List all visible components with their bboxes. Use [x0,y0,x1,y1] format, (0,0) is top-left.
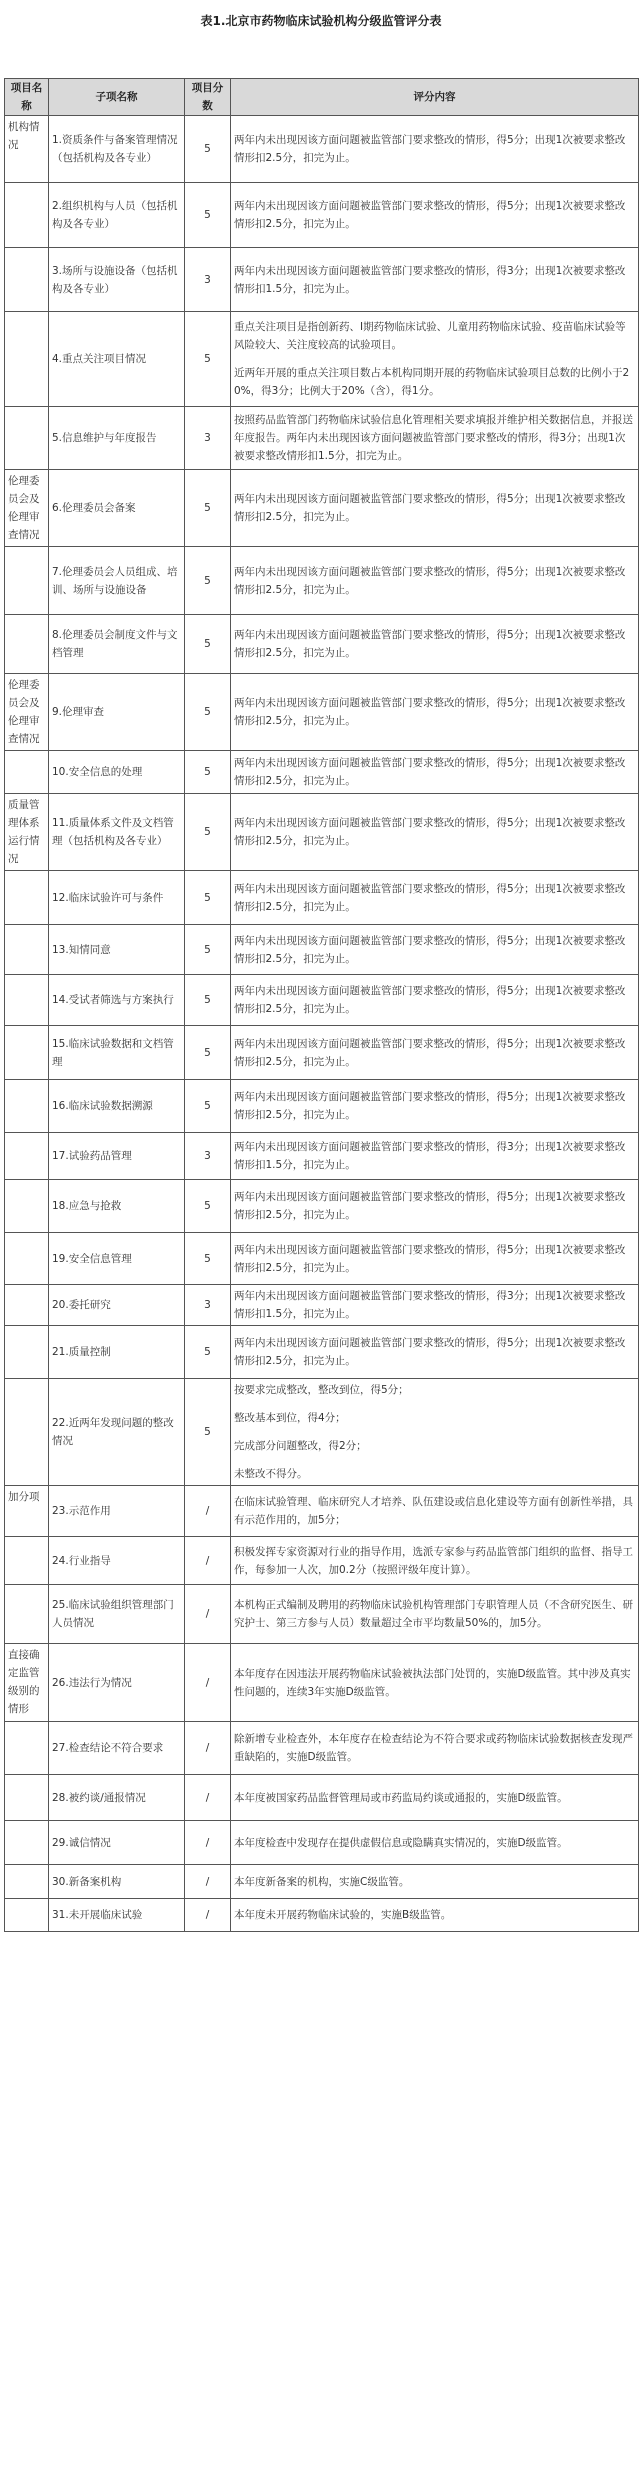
sub-item-cell: 5.信息维护与年度报告 [49,407,185,470]
scoring-content-paragraph: 两年内未出现因该方面问题被监管部门要求整改的情形，得5分；出现1次被要求整改情形扣2.5分，扣完为止。 [234,934,626,965]
header-sub-item: 子项名称 [49,79,185,116]
sub-item-cell: 12.临床试验许可与条件 [49,871,185,925]
category-cell: 伦理委员会及伦理审查情况 [5,470,49,547]
score-cell: 3 [185,1285,231,1326]
score-cell: 5 [185,547,231,615]
scoring-content-paragraph: 本年度新备案的机构，实施C级监管。 [234,1875,410,1888]
table-row [5,1644,639,1722]
scoring-content-cell [231,312,639,407]
scoring-content-paragraph: 两年内未出现因该方面问题被监管部门要求整改的情形，得5分；出现1次被要求整改情形扣2.5分，扣完为止。 [234,493,626,523]
scoring-content-cell [231,1865,639,1899]
scoring-content-paragraph: 两年内未出现因该方面问题被监管部门要求整改的情形，得5分；出现1次被要求整改情形扣2.5分，扣完为止。 [234,629,626,659]
table-row [5,975,639,1026]
scoring-content-paragraph: 两年内未出现因该方面问题被监管部门要求整改的情形，得5分；出现1次被要求整改情形扣2.5分，扣完为止。 [234,882,626,913]
scoring-content-cell [231,1026,639,1080]
category-cell [5,1585,49,1644]
scoring-content-paragraph: 两年内未出现因该方面问题被监管部门要求整改的情形，得3分；出现1次被要求整改情形扣1.5分，扣完为止。 [234,264,626,295]
scoring-content-cell [231,1899,639,1932]
scoring-content-paragraph: 重点关注项目是指创新药、I期药物临床试验、儿童用药物临床试验、疫苗临床试验等风险较大、关注度较高的试验项目。 [234,321,626,351]
table-row [5,1180,639,1233]
score-cell: / [185,1899,231,1932]
category-cell [5,1899,49,1932]
score-cell: 5 [185,925,231,975]
scoring-content-cell [231,1722,639,1775]
sub-item-cell: 31.未开展临床试验 [49,1899,185,1932]
scoring-content-cell [231,248,639,312]
score-cell: / [185,1585,231,1644]
scoring-content-cell [231,615,639,674]
scoring-content-paragraph: 两年内未出现因该方面问题被监管部门要求整改的情形，得3分；出现1次被要求整改情形扣1.5分，扣完为止。 [234,1141,626,1171]
table-row [5,1326,639,1379]
sub-item-cell: 23.示范作用 [49,1486,185,1537]
score-cell: 5 [185,1379,231,1486]
score-cell: 5 [185,615,231,674]
scoring-content-paragraph: 除新增专业检查外，本年度存在检查结论为不符合要求或药物临床试验数据核查发现严重缺陷的，实施D级监管。 [234,1733,633,1763]
category-cell [5,312,49,407]
scoring-content-cell [231,1379,639,1486]
table-row [5,674,639,751]
sub-item-cell: 9.伦理审查 [49,674,185,751]
score-cell: 5 [185,116,231,183]
scoring-content-paragraph: 未整改不得分。 [234,1468,308,1480]
scoring-content-cell [231,407,639,470]
score-cell: / [185,1775,231,1821]
category-cell [5,871,49,925]
scoring-content-cell [231,925,639,975]
scoring-content-paragraph: 两年内未出现因该方面问题被监管部门要求整改的情形，得5分；出现1次被要求整改情形扣2.5分，扣完为止。 [234,817,626,847]
table-row [5,1026,639,1080]
score-cell: 5 [185,975,231,1026]
category-cell [5,1722,49,1775]
scoring-content-cell [231,1133,639,1180]
sub-item-cell: 3.场所与设施设备（包括机构及各专业） [49,248,185,312]
sub-item-cell: 24.行业指导 [49,1537,185,1585]
score-cell: 5 [185,312,231,407]
table-row [5,407,639,470]
sub-item-cell: 1.资质条件与备案管理情况（包括机构及各专业） [49,116,185,183]
sub-item-cell: 14.受试者筛选与方案执行 [49,975,185,1026]
sub-item-cell: 10.安全信息的处理 [49,751,185,794]
scoring-content-paragraph: 按要求完成整改，整改到位，得5分； [234,1384,409,1396]
category-cell [5,1379,49,1486]
category-cell [5,407,49,470]
score-cell: 3 [185,407,231,470]
scoring-content-cell [231,1486,639,1537]
scoring-content-paragraph: 两年内未出现因该方面问题被监管部门要求整改的情形，得5分；出现1次被要求整改情形扣2.5分，扣完为止。 [234,200,626,230]
sub-item-cell: 21.质量控制 [49,1326,185,1379]
score-cell: 5 [185,1233,231,1285]
scoring-content-paragraph: 完成部分问题整改，得2分； [234,1440,367,1452]
scoring-content-cell [231,1233,639,1285]
scoring-content-paragraph: 本年度未开展药物临床试验的，实施B级监管。 [234,1909,452,1921]
scoring-content-cell [231,674,639,751]
scoring-content-cell [231,751,639,794]
table-row [5,470,639,547]
scoring-content-paragraph: 两年内未出现因该方面问题被监管部门要求整改的情形，得5分；出现1次被要求整改情形扣2.5分，扣完为止。 [234,134,626,164]
category-cell: 机构情况 [5,116,49,183]
scoring-table [4,78,639,1932]
header-content: 评分内容 [231,79,639,116]
scoring-content-paragraph: 两年内未出现因该方面问题被监管部门要求整改的情形，得5分；出现1次被要求整改情形扣2.5分，扣完为止。 [234,1037,626,1068]
scoring-content-cell [231,1080,639,1133]
sub-item-cell: 19.安全信息管理 [49,1233,185,1285]
sub-item-cell: 30.新备案机构 [49,1865,185,1899]
sub-item-cell: 4.重点关注项目情况 [49,312,185,407]
score-cell: / [185,1644,231,1722]
scoring-content-paragraph: 本机构正式编制及聘用的药物临床试验机构管理部门专职管理人员（不含研究医生、研究护士、第三方参与人员）数量超过全市平均数量50%的，加5分。 [234,1599,633,1629]
scoring-content-paragraph: 两年内未出现因该方面问题被监管部门要求整改的情形，得5分；出现1次被要求整改情形扣2.5分，扣完为止。 [234,697,626,727]
category-cell [5,1775,49,1821]
scoring-content-cell [231,470,639,547]
sub-item-cell: 15.临床试验数据和文档管理 [49,1026,185,1080]
category-cell [5,751,49,794]
category-cell [5,1026,49,1080]
sub-item-cell: 13.知情同意 [49,925,185,975]
table-row [5,1865,639,1899]
table-row [5,1775,639,1821]
scoring-content-paragraph: 本年度被国家药品监督管理局或市药监局约谈或通报的，实施D级监管。 [234,1791,568,1804]
category-cell: 直接确定监管级别的情形 [5,1644,49,1722]
sub-item-cell: 11.质量体系文件及文档管理（包括机构及各专业） [49,794,185,871]
score-cell: 3 [185,248,231,312]
table-row [5,1133,639,1180]
table-row [5,1585,639,1644]
category-cell [5,248,49,312]
category-cell [5,1326,49,1379]
table-row [5,1821,639,1865]
scoring-content-cell [231,1821,639,1865]
table-row [5,1899,639,1932]
table-header-row [5,79,639,116]
sub-item-cell: 28.被约谈/通报情况 [49,1775,185,1821]
category-cell [5,1865,49,1899]
scoring-content-cell [231,1644,639,1722]
score-cell: 5 [185,470,231,547]
table-body [5,116,639,1932]
score-cell: 5 [185,1026,231,1080]
score-cell: 5 [185,183,231,248]
scoring-content-paragraph: 本年度存在因违法开展药物临床试验被执法部门处罚的，实施D级监管。其中涉及真实性问题的，连续3年实施D级监管。 [234,1667,631,1698]
category-cell [5,183,49,248]
scoring-content-paragraph: 两年内未出现因该方面问题被监管部门要求整改的情形，得5分；出现1次被要求整改情形扣2.5分，扣完为止。 [234,565,626,596]
category-cell [5,1537,49,1585]
score-cell: 5 [185,1080,231,1133]
category-cell [5,1233,49,1285]
scoring-content-paragraph: 两年内未出现因该方面问题被监管部门要求整改的情形，得5分；出现1次被要求整改情形扣2.5分，扣完为止。 [234,757,626,787]
score-cell: 5 [185,674,231,751]
table-row [5,1285,639,1326]
category-cell [5,547,49,615]
scoring-content-cell [231,1326,639,1379]
category-cell [5,1080,49,1133]
scoring-content-paragraph: 两年内未出现因该方面问题被监管部门要求整改的情形，得5分；出现1次被要求整改情形扣2.5分，扣完为止。 [234,1091,626,1121]
scoring-content-paragraph: 两年内未出现因该方面问题被监管部门要求整改的情形，得5分；出现1次被要求整改情形扣2.5分，扣完为止。 [234,1243,626,1274]
table-row [5,1233,639,1285]
scoring-content-cell [231,871,639,925]
sub-item-cell: 22.近两年发现问题的整改情况 [49,1379,185,1486]
scoring-content-cell [231,1180,639,1233]
score-cell: 5 [185,794,231,871]
scoring-content-cell [231,975,639,1026]
scoring-content-paragraph: 两年内未出现因该方面问题被监管部门要求整改的情形，得3分；出现1次被要求整改情形扣1.5分，扣完为止。 [234,1290,626,1320]
category-cell [5,615,49,674]
score-cell: 5 [185,1326,231,1379]
scoring-content-paragraph: 两年内未出现因该方面问题被监管部门要求整改的情形，得5分；出现1次被要求整改情形扣2.5分，扣完为止。 [234,985,626,1015]
scoring-content-cell [231,1585,639,1644]
scoring-content-cell [231,116,639,183]
table-row [5,116,639,183]
sub-item-cell: 18.应急与抢救 [49,1180,185,1233]
scoring-content-cell [231,794,639,871]
sub-item-cell: 20.委托研究 [49,1285,185,1326]
table-row [5,1537,639,1585]
category-cell [5,1285,49,1326]
score-cell: 5 [185,1180,231,1233]
category-cell: 加分项 [5,1486,49,1537]
sub-item-cell: 2.组织机构与人员（包括机构及各专业） [49,183,185,248]
scoring-content-cell [231,1537,639,1585]
category-cell [5,975,49,1026]
header-score: 项目分数 [185,79,231,116]
scoring-content-cell [231,183,639,248]
table-row [5,1379,639,1486]
scoring-content-cell [231,1775,639,1821]
scoring-content-cell [231,1285,639,1326]
scoring-content-paragraph: 积极发挥专家资源对行业的指导作用，选派专家参与药品监管部门组织的监督、指导工作，每参加一人次，加0.2分（按照评级年度计算）。 [234,1545,633,1576]
table-row [5,183,639,248]
table-row [5,1722,639,1775]
scoring-content-paragraph: 按照药品监管部门药物临床试验信息化管理相关要求填报并维护相关数据信息，并报送年度报告。两年内未出现因该方面问题被监管部门要求整改的情形，得3分；出现1次被要求整改情形扣1.5分，扣完为止。 [234,414,633,462]
category-cell [5,925,49,975]
scoring-content-paragraph: 两年内未出现因该方面问题被监管部门要求整改的情形，得5分；出现1次被要求整改情形扣2.5分，扣完为止。 [234,1191,626,1221]
score-cell: / [185,1537,231,1585]
sub-item-cell: 6.伦理委员会备案 [49,470,185,547]
category-cell [5,1180,49,1233]
table-row [5,925,639,975]
table-row [5,547,639,615]
table-row [5,248,639,312]
score-cell: / [185,1722,231,1775]
score-cell: 5 [185,751,231,794]
scoring-content-paragraph: 两年内未出现因该方面问题被监管部门要求整改的情形，得5分；出现1次被要求整改情形扣2.5分，扣完为止。 [234,1337,626,1367]
sub-item-cell: 8.伦理委员会制度文件与文档管理 [49,615,185,674]
scoring-content-paragraph: 近两年开展的重点关注项目数占本机构同期开展的药物临床试验项目总数的比例小于20%，得3分；比例大于20%（含），得1分。 [234,367,630,397]
sub-item-cell: 27.检查结论不符合要求 [49,1722,185,1775]
table-row [5,871,639,925]
table-row [5,312,639,407]
score-cell: 5 [185,871,231,925]
score-cell: 3 [185,1133,231,1180]
score-cell: / [185,1486,231,1537]
sub-item-cell: 16.临床试验数据溯源 [49,1080,185,1133]
category-cell: 伦理委员会及伦理审查情况 [5,674,49,751]
category-cell: 质量管理体系运行情况 [5,794,49,871]
sub-item-cell: 26.违法行为情况 [49,1644,185,1722]
table-row [5,1080,639,1133]
sub-item-cell: 7.伦理委员会人员组成、培训、场所与设施设备 [49,547,185,615]
table-row [5,615,639,674]
scoring-content-paragraph: 整改基本到位，得4分； [234,1412,346,1424]
scoring-content-cell [231,547,639,615]
table-row [5,1486,639,1537]
category-cell [5,1821,49,1865]
table-row [5,751,639,794]
sub-item-cell: 29.诚信情况 [49,1821,185,1865]
page-title: 表1.北京市药物临床试验机构分级监管评分表 [200,14,442,28]
score-cell: / [185,1821,231,1865]
scoring-content-paragraph: 本年度检查中发现存在提供虚假信息或隐瞒真实情况的，实施D级监管。 [234,1836,568,1849]
category-cell [5,1133,49,1180]
table-row [5,794,639,871]
header-category: 项目名称 [5,79,49,116]
sub-item-cell: 17.试验药品管理 [49,1133,185,1180]
sub-item-cell: 25.临床试验组织管理部门人员情况 [49,1585,185,1644]
score-cell: / [185,1865,231,1899]
scoring-content-paragraph: 在临床试验管理、临床研究人才培养、队伍建设或信息化建设等方面有创新性举措，具有示范作用的，加5分； [234,1496,633,1526]
